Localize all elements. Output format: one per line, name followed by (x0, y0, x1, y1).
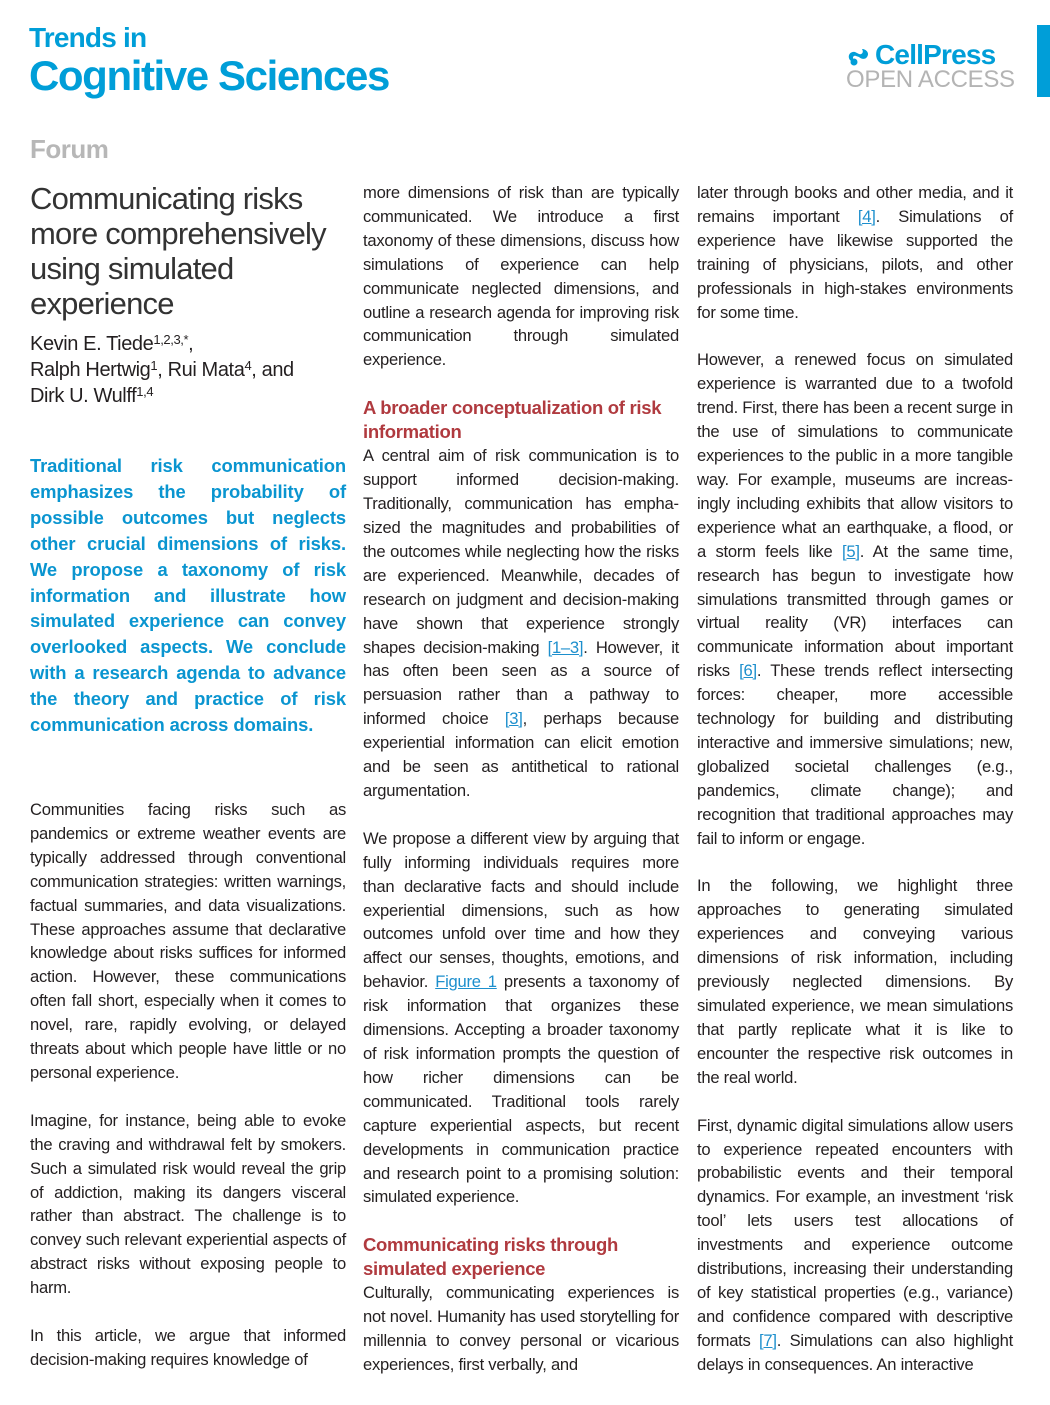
column-1 (30, 181, 346, 1396)
citation-link[interactable]: [1–3] (547, 637, 584, 657)
body-paragraph: later through books and other media, and it remains important [4]. Simulations of experience have likewise supported the training of physicians, pilots, and other professionals in high-stakes environments for some time. (697, 183, 1013, 322)
column-3 (697, 181, 1013, 1401)
citation-link[interactable]: [3] (504, 709, 523, 729)
article-title: Communicating risks more comprehensively using simulated experience (30, 181, 326, 321)
citation-link[interactable]: [7] (759, 1330, 777, 1350)
author-name: Ralph Hertwig (30, 359, 151, 381)
body-paragraph: A central aim of risk communication is to support informed decision-making. Traditionally, communication has emphasized the magnitudes and probabilities of the outcomes while neglecting how the risks are experienced. Meanwhile, decades of research on judgment and decision-making have shown that experience strongly shapes decision-making [1–3]. However, it has often been seen as a source of persuasion rather than a pathway to informed choice [3], perhaps because experiential information can elicit emotion and be seen as antithetical to rational argumentation. (363, 446, 679, 800)
body-paragraph: Communities facing risks such as pandemics or extreme weather events are typically addressed through conventional communication strategies: written warnings, factual summaries, and data visualizations. These approaches assume that declarative knowledge about risks suffices for informed action. However, these communications often fall short, especially when it comes to novel, rare, rapidly evolving, or delayed threats about which people have little or no personal experience. (30, 799, 346, 1082)
publisher-logo (846, 40, 1016, 92)
author-name: Dirk U. Wulff (30, 385, 137, 407)
section-heading: Communicating risks through simulated experience (363, 1234, 619, 1280)
open-access-label: OPEN ACCESS (846, 66, 1015, 93)
figure-link[interactable]: Figure 1 (435, 972, 497, 992)
body-paragraph: However, a renewed focus on simulated experience is warranted due to a twofold trend. First, there has been a recent surge in the use of simulations to communicate experiences to the public in a more tangible way. For example, museums are increasingly including exhibits that allow visitors to experience what an earthquake, a flood, or a storm feels like [5]. At the same time, research has begun to investigate how simulations transmitted through games or virtual reality (VR) interfaces can communicate information about important risks [6]. These trends reflect intersecting forces: cheaper, more accessible technology for building and distributing interactive and immersive simulations; new, globalized societal challenges (e.g., pandemics, climate change); and recognition that traditional approaches may fail to inform or engage. (697, 350, 1014, 848)
body-paragraph: Culturally, communicating experiences is not novel. Humanity has used storytelling for millennia to convey personal or vicarious experiences, first verbally, and (363, 1283, 679, 1375)
body-paragraph: We propose a different view by arguing that fully informing individuals requires more than declarative facts and should include experiential dimensions, such as how outcomes unfold over time and how they affect our senses, thoughts, emotions, and behavior. Figure 1 presents a taxonomy of risk information that organizes these dimensions. Accepting a broader taxonomy of risk information prompts the question of how richer dimensions can be communicated. Traditional tools rarely capture experiential aspects, but recent developments in communication practice and research point to a promising solution: simulated experience. (363, 828, 679, 1207)
author-affiliation: 4 (244, 358, 252, 373)
journal-title-line2: Cognitive Sciences (29, 52, 389, 99)
author-affiliation: 1 (150, 358, 158, 373)
author-affiliation: 1,4 (136, 384, 154, 399)
abstract: Traditional risk communication emphasizes the probability of possible outcomes but neglects other crucial dimensions of risks. We propose a taxonomy of risk information and illustrate how simulated experience can convey overlooked aspects. We conclude with a research agenda to advance the theory and practice of risk communication across domains. (30, 455, 346, 736)
body-paragraph: In the following, we highlight three approaches to generating simulated experiences and conveying various dimensions of risk information, including previously neglected dimensions. By simulated experience, we mean simulations that partly replicate what it is like to encounter the respective risk outcomes in the real world. (697, 876, 1013, 1087)
publisher-name: CellPress (875, 39, 996, 70)
body-paragraph: In this article, we argue that informed decision-making requires knowledge of (30, 1326, 346, 1369)
citation-link[interactable]: [6] (739, 661, 757, 681)
body-paragraph: First, dynamic digital simulations allow users to experience repeated encounters with probabilistic events and their temporal dynamics. For example, an investment ‘risk tool’ lets users test allocations of investments and experience outcome distributions, increasing their understanding of key statistical properties (e.g., variance) and confidence compared with descriptive formats [7]. Simulations can also highlight delays in consequences. An interactive (697, 1115, 1013, 1374)
body-paragraph: Imagine, for instance, being able to evoke the craving and withdrawal felt by smokers. Such a simulated risk would reveal the grip of addiction, making its dangers visceral rather than abstract. The challenge is to convey such relevant experiential aspects of abstract risks without exposing people to harm. (30, 1110, 346, 1298)
edge-color-tab (1037, 25, 1050, 97)
author-name: Rui Mata (167, 359, 245, 381)
cellpress-logo-icon (846, 42, 872, 68)
journal-title (29, 22, 389, 98)
body-paragraph: more dimensions of risk than are typically communicated. We introduce a first taxonomy of these dimensions, discuss how simulations of experience can help communicate neglected dimensions, and outline a research agenda for improving risk communication through simulated experience. (363, 183, 679, 370)
author-affiliation: 1,2,3,* (153, 332, 189, 347)
section-label: Forum (30, 134, 109, 164)
author-list: Kevin E. Tiede$^{1,2,3,*}$, Ralph Hertwig$^1$, Rui Mata$^4$, and Dirk U. Wulff$^{1,4}$ (30, 332, 294, 407)
citation-link[interactable]: [5] (842, 541, 860, 561)
journal-title-line1: Trends in (29, 22, 147, 53)
author-name: Kevin E. Tiede (30, 333, 154, 355)
section-heading: A broader conceptualization of risk information (363, 397, 662, 443)
column-2 (363, 181, 679, 1401)
citation-link[interactable]: [4] (857, 206, 876, 226)
